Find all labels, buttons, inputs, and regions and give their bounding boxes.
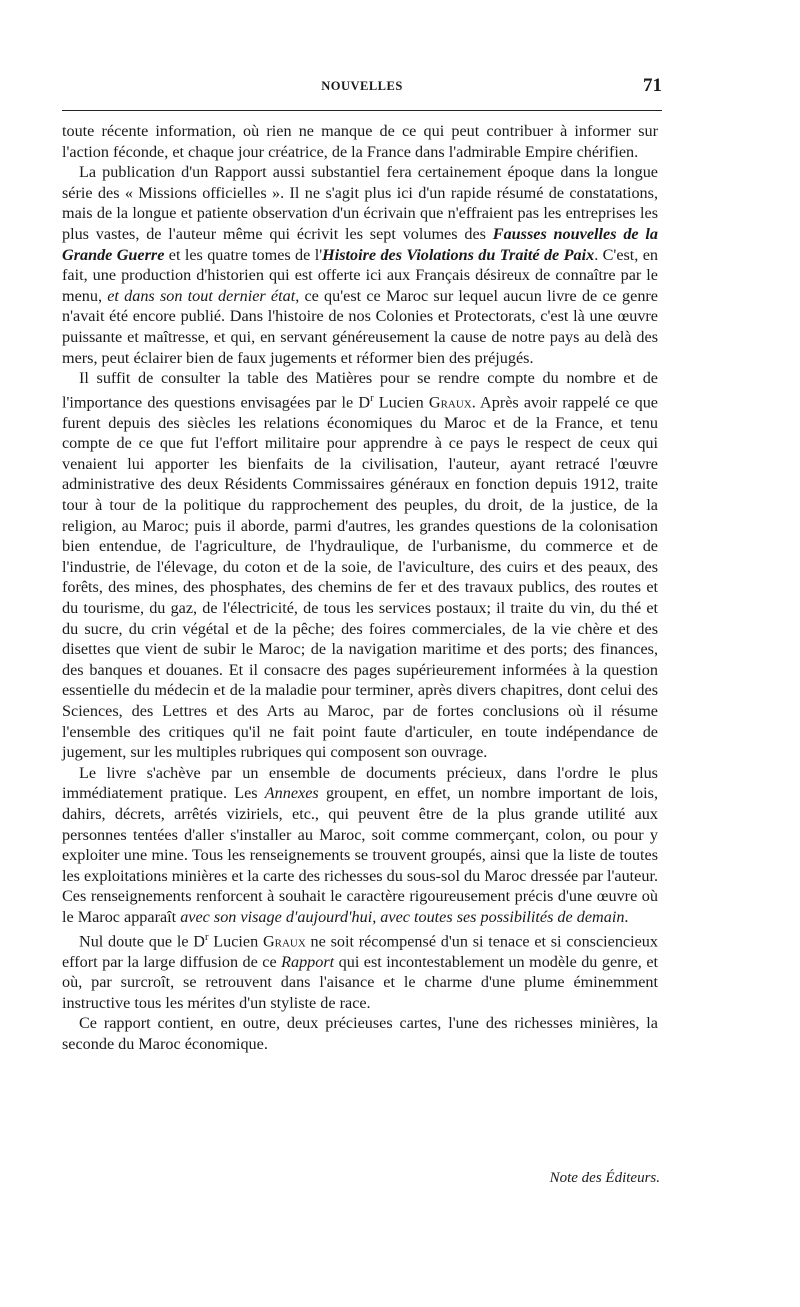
- paragraph: [62, 368, 658, 763]
- styled-text: Graux: [262, 931, 306, 950]
- styled-text: Annexes: [264, 784, 319, 803]
- styled-text: et dans son tout dernier état: [107, 286, 296, 305]
- paragraph: [62, 928, 658, 1014]
- text-run: et les quatre tomes de l': [164, 245, 323, 264]
- article-body: [62, 121, 658, 1055]
- text-run: . C'est, en fait, une production d'historien qui est offerte ici aux Français désireux de connaître par le menu,: [62, 245, 659, 305]
- styled-text: Fausses nouvelles de la Grande Guerre: [62, 224, 659, 264]
- styled-text: Rapport: [281, 952, 335, 971]
- text-run: groupent, en effet, un nombre important de lois, dahirs, décrets, arrêtés viziriels, etc., qui peuvent être de la plus grande utilité aux personnes tentées d'aller s'installer au Maroc, soit comme commerçant, colon, ou pour y exploiter une mine. Tous les renseignements se trouvent groupés, ainsi que la liste de toutes les exploitations minières et la carte des richesses du sous-sol du Maroc dressée par l'auteur. Ces renseignements renforcent à souhait le caractère rigoureusement précis d'une œuvre où le Maroc apparaît: [62, 784, 658, 926]
- paragraph: [62, 162, 658, 368]
- text-run: . Après avoir rappelé ce que furent depuis des siècles les relations économiques du Maroc et de la France, et tenu compte de ce que fut l'effort militaire pour apprendre à ce pays le respect de ceux qui venaient lui apporter les bienfaits de la civilisation, l'auteur, ayant retracé l'œuvre administrative des deux Résidents Commissaires généraux en fonction depuis 1912, traite tour à tour de la politique du rapprochement des peuples, du droit, de la justice, de la religion, au Maroc; puis il aborde, parmi d'autres, les grandes questions de la colonisation bien entendue, de l'agriculture, de l'hydraulique, de l'urbanisme, du commerce et de l'industrie, de l'élevage, du coton et de la soie, de l'aviculture, des cuirs et des peaux, des forêts, des mines, des phosphates, des chemins de fer et des travaux publics, des routes et du tourisme, du gaz, de l'électricité, de tous les services postaux; il traite du vin, du thé et du sucre, du crin végétal et de la pêche; des foires commerciales, de la vie chère et des disettes que vient de subir le Maroc; de la navigation maritime et des ports; des finances, des banques et douanes. Et il consacre des pages supérieurement informées à la question essentielle du médecin et de la maladie pour terminer, après divers chapitres, dont celui des Sciences, des Lettres et des Arts au Maroc, par de fortes conclusions où il résume l'ensemble des critiques qu'il ne fait point faute d'articuler, en toute indépendance de jugement, sur les multiples rubriques qui composent son ouvrage.: [62, 393, 658, 762]
- text-run: Il suffit de consulter la table des Matières pour se rendre compte du nombre et de l'importance des questions envisagées par le D: [62, 369, 658, 412]
- styled-text: r: [370, 392, 374, 404]
- text-run: Ce rapport contient, en outre, deux précieuses cartes, l'une des richesses minières, la seconde du Maroc économique.: [62, 1014, 658, 1053]
- page-header: [62, 76, 662, 104]
- text-run: qui est incontestablement un modèle du genre, et où, par surcroît, se retrouvent dans l'aisance et le charme d'une plume éminemment instructive tous les mérites d'un styliste de race.: [62, 952, 658, 1012]
- text-run: .: [624, 907, 629, 926]
- editors-note-signature: Note des Éditeurs.: [549, 1170, 660, 1186]
- styled-text: Graux: [428, 393, 472, 412]
- styled-text: r: [204, 931, 209, 943]
- styled-text: avec son visage d'aujourd'hui, avec toutes ses possibilités de demain: [180, 907, 625, 926]
- running-title: NOUVELLES: [321, 79, 403, 93]
- styled-text: Histoire des Violations du Traité de Paix: [322, 245, 595, 264]
- text-run: , ce qu'est ce Maroc sur lequel aucun livre de ce genre n'avait été encore publié. Dans l'histoire de nos Colonies et Protectorats, c'est là une œuvre puissante et maîtresse, et qui, en servant généreusement la cause de notre pays au delà des mers, peut éclairer bien de faux jugements et réformer bien des préjugés.: [62, 286, 658, 367]
- page-number: 71: [643, 75, 662, 96]
- paragraph: [62, 763, 658, 928]
- paragraph: [62, 1013, 658, 1054]
- text-run: Nul doute que le D: [79, 931, 205, 950]
- text-run: Le livre s'achève par un ensemble de documents précieux, dans l'ordre le plus immédiatement pratique. Les: [62, 763, 658, 803]
- text-run: Lucien: [208, 931, 263, 950]
- text-run: La publication d'un Rapport aussi substantiel fera certainement époque dans la longue série des « Missions officielles ». Il ne s'agit plus ici d'un rapide résumé de constatations, mais de la longue et patiente observation d'un écrivain que n'effraient pas les entreprises les plus vastes, de l'auteur même qui écrivit les sept volumes des: [62, 163, 658, 243]
- header-rule: [62, 110, 662, 111]
- text-run: toute récente information, où rien ne manque de ce qui peut contribuer à informer sur l'action féconde, et chaque jour créatrice, de la France dans l'admirable Empire chérifien.: [62, 122, 658, 161]
- text-run: ne soit récompensé d'un si tenace et si consciencieux effort par la large diffusion de ce: [62, 931, 658, 971]
- paragraph: [62, 121, 658, 162]
- text-run: Lucien: [373, 393, 429, 412]
